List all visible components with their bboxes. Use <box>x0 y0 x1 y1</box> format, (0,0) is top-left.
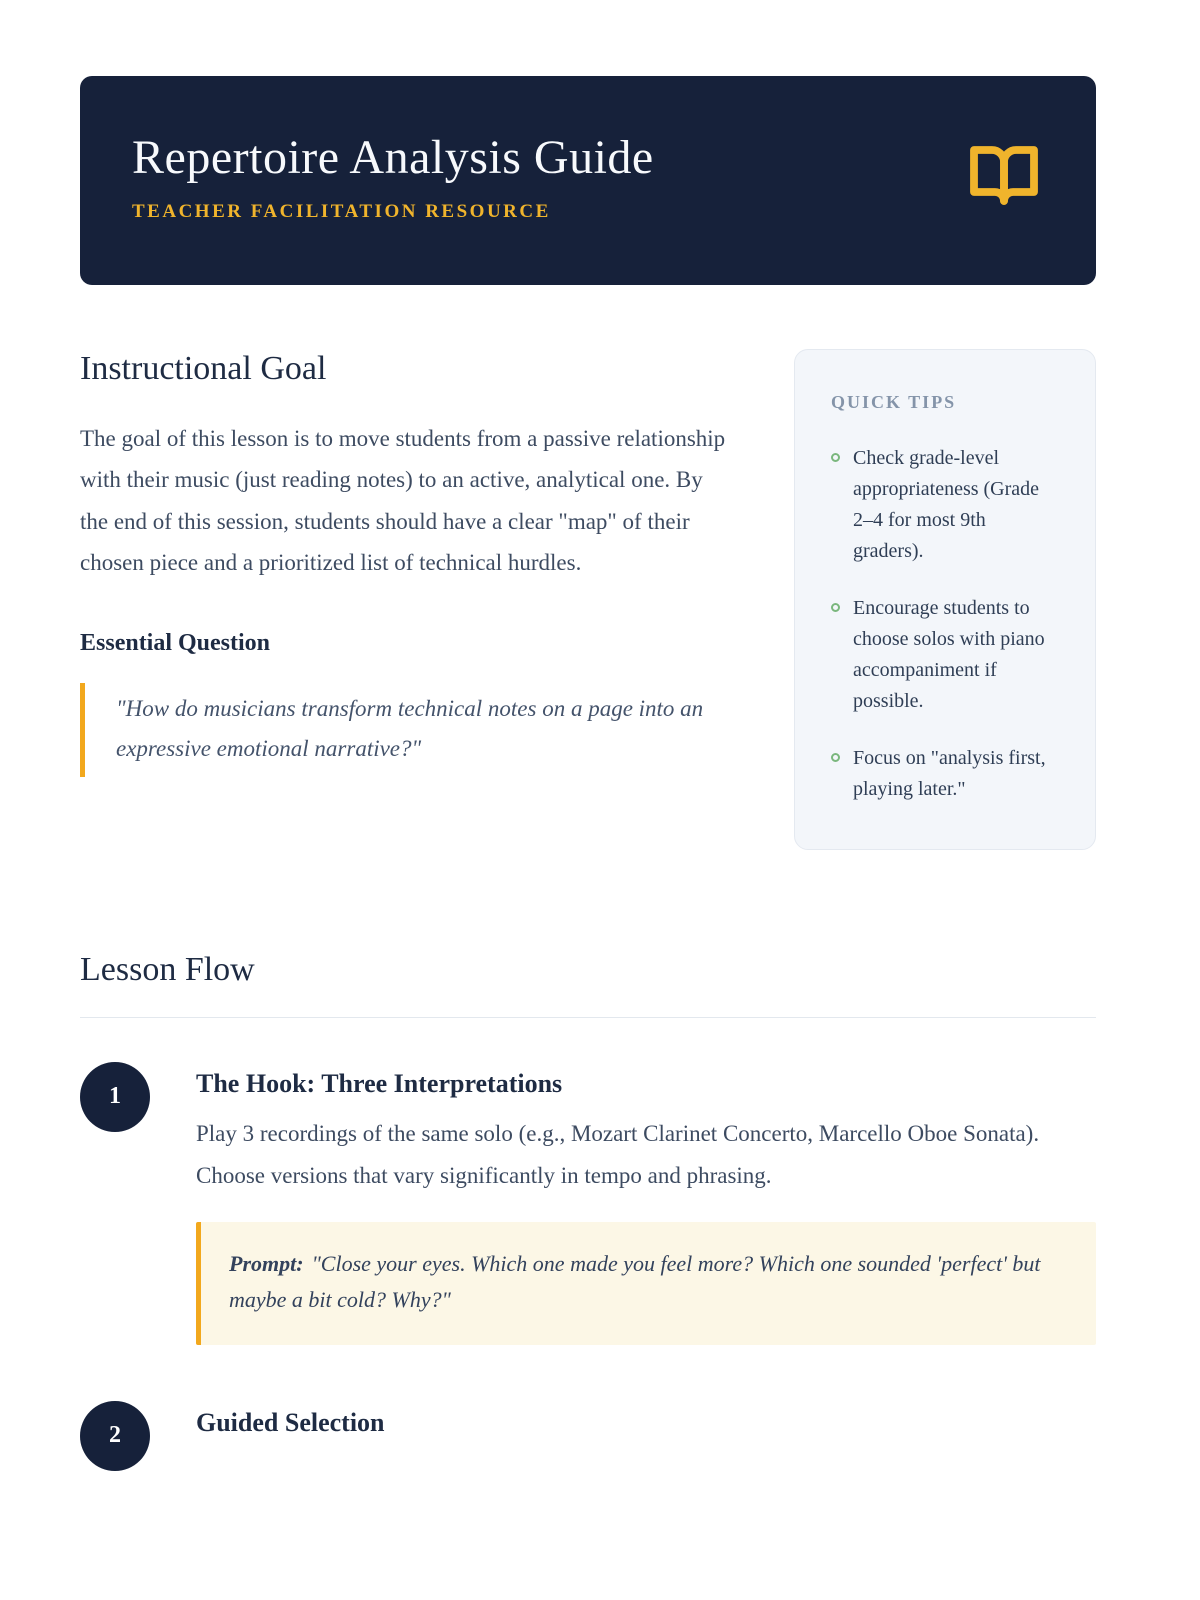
page <box>80 0 1096 1471</box>
page-title: Repertoire Analysis Guide <box>132 131 654 184</box>
lesson-flow-section <box>80 950 1096 1470</box>
lesson-step-2 <box>80 1401 1096 1471</box>
lesson-flow-heading: Lesson Flow <box>80 951 255 989</box>
page-subtitle: TEACHER FACILITATION RESOURCE <box>132 201 551 223</box>
quick-tip-text: Encourage students to choose solos with piano accompaniment if possible. <box>853 597 1045 713</box>
step-number-badge: 1 <box>80 1062 150 1132</box>
circle-bullet-icon <box>831 453 840 462</box>
header-text-block <box>132 130 1040 223</box>
quick-tip-text: Focus on "analysis first, playing later." <box>853 747 1046 801</box>
prompt-box <box>196 1222 1096 1345</box>
essential-question-quote: "How do musicians transform technical notes on a page into an expressive emotional narrative?" <box>80 683 730 778</box>
prompt-text: "Close your eyes. Which one made you feel more? Which one sounded 'perfect' but maybe a bit cold? Why?" <box>229 1250 1041 1313</box>
quick-tip-text: Check grade-level appropriateness (Grade 2–4 for most 9th graders). <box>853 447 1040 563</box>
essential-question-heading: Essential Question <box>80 629 271 656</box>
prompt-label: Prompt: <box>229 1250 304 1276</box>
quick-tips-heading: QUICK TIPS <box>831 392 957 413</box>
instructional-goal-body: The goal of this lesson is to move students from a passive relationship with their music (just reading notes) to an active, analytical one. By the end of this session, students should have a clear "map" of their chosen piece and a prioritized list of technical hurdles. <box>80 425 726 576</box>
step-content <box>196 1401 1096 1471</box>
quick-tip-item <box>831 593 1061 717</box>
quick-tip-item <box>831 443 1061 567</box>
quick-tips-list <box>831 443 1061 805</box>
circle-bullet-icon <box>831 603 840 612</box>
step-body: Play 3 recordings of the same solo (e.g., Mozart Clarinet Concerto, Marcello Oboe Sonata). Choose versions that vary significantly in tempo and phrasing. <box>196 1121 1040 1188</box>
circle-bullet-icon <box>831 753 840 762</box>
step-number-badge: 2 <box>80 1401 150 1471</box>
step-content <box>196 1062 1096 1345</box>
step-title: The Hook: Three Interpretations <box>196 1068 563 1098</box>
quick-tip-item <box>831 743 1061 805</box>
instructional-goal-column <box>80 349 730 777</box>
header-banner <box>80 76 1096 285</box>
instructional-goal-heading: Instructional Goal <box>80 350 327 388</box>
quick-tips-card <box>794 349 1096 850</box>
lesson-step-1 <box>80 1062 1096 1345</box>
open-book-icon <box>966 138 1042 210</box>
goal-and-tips-section <box>80 349 1096 850</box>
section-divider <box>80 1017 1096 1018</box>
step-title: Guided Selection <box>196 1407 385 1437</box>
